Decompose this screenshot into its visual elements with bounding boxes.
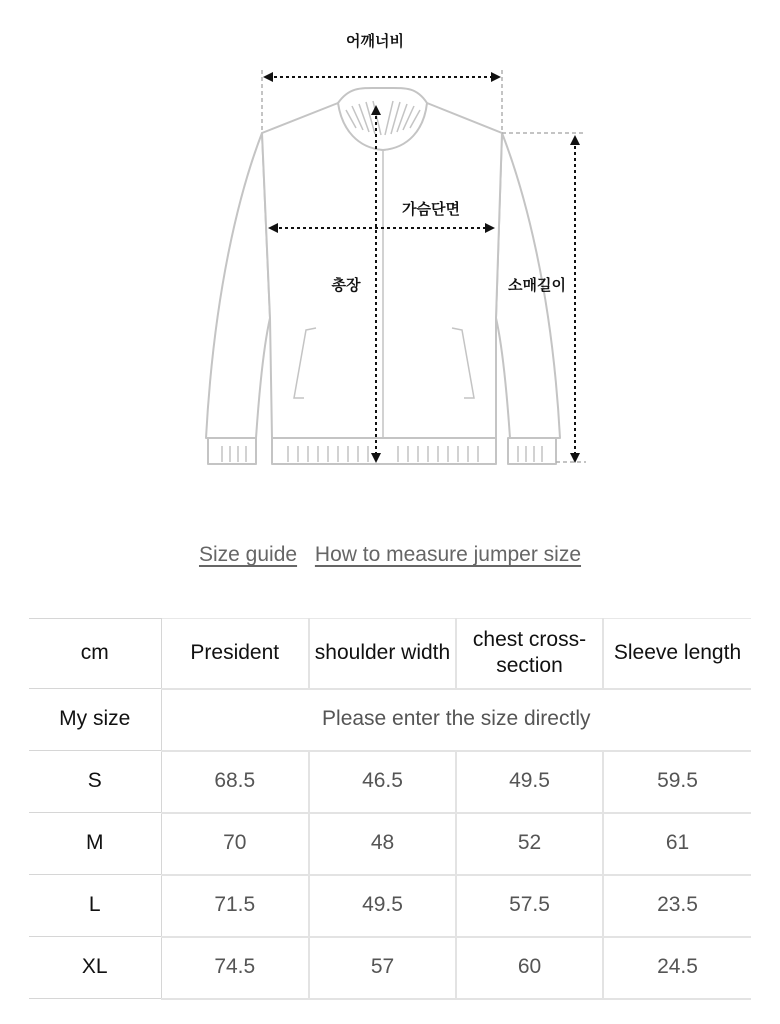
table-cell: 52	[456, 813, 603, 875]
chest-label: 가슴단면	[402, 200, 460, 218]
table-row	[29, 937, 751, 999]
table-cell: 70	[161, 813, 309, 875]
size-table	[29, 618, 751, 1000]
table-cell: 48	[309, 813, 456, 875]
table-row	[29, 875, 751, 937]
my-size-label: My size	[29, 689, 161, 751]
table-row	[29, 813, 751, 875]
shoulder-label: 어깨너비	[346, 32, 404, 50]
table-cell: 24.5	[603, 937, 751, 999]
table-cell: 46.5	[309, 751, 456, 813]
table-cell: 49.5	[309, 875, 456, 937]
size-label: XL	[29, 937, 161, 999]
jumper-measurement-diagram	[0, 0, 780, 500]
unit-cell: cm	[29, 619, 161, 689]
my-size-note[interactable]: Please enter the size directly	[161, 689, 751, 751]
how-to-measure-link[interactable]: How to measure jumper size	[314, 543, 582, 566]
my-size-row	[29, 689, 751, 751]
size-label: M	[29, 813, 161, 875]
column-header: President	[161, 619, 309, 689]
table-cell: 49.5	[456, 751, 603, 813]
table-cell: 68.5	[161, 751, 309, 813]
table-cell: 57.5	[456, 875, 603, 937]
table-cell: 61	[603, 813, 751, 875]
table-header-row	[29, 619, 751, 689]
table-cell: 60	[456, 937, 603, 999]
size-links	[0, 543, 780, 567]
table-row	[29, 751, 751, 813]
table-cell: 59.5	[603, 751, 751, 813]
table-cell: 57	[309, 937, 456, 999]
column-header: Sleeve length	[603, 619, 751, 689]
size-guide-link[interactable]: Size guide	[198, 543, 298, 566]
size-label: S	[29, 751, 161, 813]
column-header: chest cross-section	[456, 619, 603, 689]
sleeve-label: 소매길이	[508, 276, 566, 294]
table-cell: 74.5	[161, 937, 309, 999]
table-cell: 71.5	[161, 875, 309, 937]
size-label: L	[29, 875, 161, 937]
total-length-label: 총장	[331, 276, 361, 294]
column-header: shoulder width	[309, 619, 456, 689]
table-cell: 23.5	[603, 875, 751, 937]
